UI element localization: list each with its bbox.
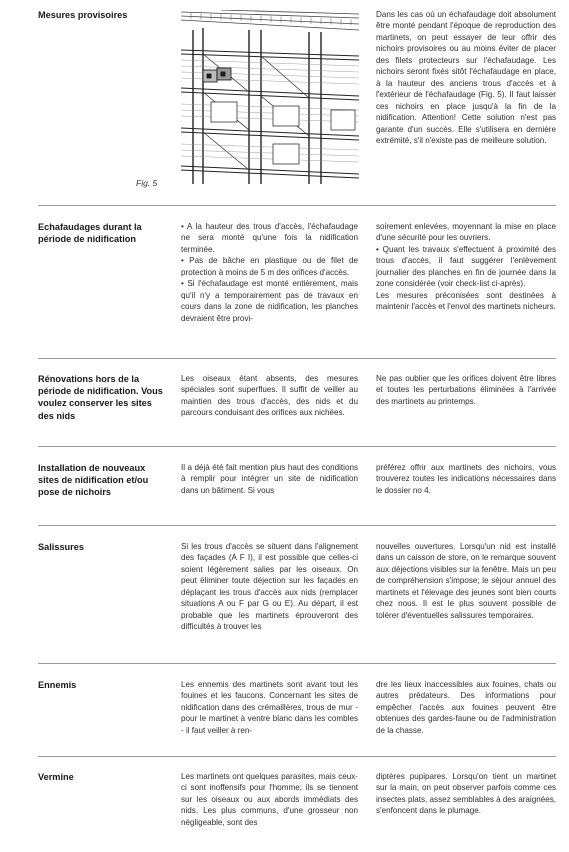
- section-heading-installation: Installation de nouveaux sites de nidification et/ou pose de nichoirs: [38, 463, 149, 498]
- echafaudages-col2: [376, 221, 556, 313]
- vermine-col1: Les martinets ont quelques parasites, mais ceux-ci sont inoffensifs pour l'homme; ils se tiennent sur les oiseaux ou aux abords immédiats des nids. Les plus communs, d'une grosseur non négligeable, sont des: [181, 772, 358, 827]
- list-item: • Pas de bâche en plastique ou de filet de protection à moins de 5 m des orifices d'accès.: [181, 256, 358, 277]
- section-heading-renovations: Rénovations hors de la période de nidification. Vous voulez conserver les sites des nids: [38, 374, 163, 421]
- section-heading-ennemis: Ennemis: [38, 680, 77, 690]
- section-divider: [38, 205, 556, 206]
- renovations-col1: Les oiseaux étant absents, des mesures spéciales sont superflues. Il suffit de veiller au maintien des trous d'accès, des nids et du parcours conduisant des orifices aux nichées.: [181, 374, 358, 418]
- ennemis-col1: Les ennemis des martinets sont avant tout les fouines et les faucons. Concernant les sites de nidification dans des crémaillères, trous de mur - pour le martinet à ventre blanc dans les combles - il faut veiller à ren-: [181, 680, 358, 735]
- section-divider: [38, 756, 556, 757]
- figure-caption: Fig. 5: [136, 178, 158, 188]
- section-heading-echafaudages: Echafaudages durant la période de nidification: [38, 222, 142, 245]
- mesures-provisoires-text: Dans les cas où un échafaudage doit absolument être monté pendant l'époque de reproduction des martinets, on peut essayer de leur offrir des nichoirs provisoires ou au moins éviter de placer des filets protecteurs sur l'échafaudage. Les nichoirs seront fixés sitôt l'échafaudage en place, à la hauteur des anciens trous d'accès et à l'extérieur de l'échafaudage (Fig. 5). Il faut laisser ces nichoirs en place jusqu'à la fin de la nidification. Attention! Cette solution n'est pas garante d'un succès. Elle s'utilisera en dernière extrémité, s'il n'existe pas de meilleure solution.: [376, 10, 556, 145]
- section-heading-mesures-provisoires: Mesures provisoires: [38, 10, 128, 20]
- renovations-col2: Ne pas oublier que les orifices doivent être libres et toutes les perturbations éliminées à l'arrivée des martinets au printemps.: [376, 374, 556, 406]
- section-divider: [38, 358, 556, 359]
- section-divider: [38, 663, 556, 664]
- installation-col1: Il a déjà été fait mention plus haut des conditions à remplir pour intégrer un site de nidification dans un bâtiment. Si vous: [181, 463, 358, 495]
- vermine-col2: diptères pupipares. Lorsqu'on tient un martinet sur la main, on peut observer parfois comme ces insectes plats, assez semblables à des araignées, s'enfoncent dans le plumage.: [376, 772, 556, 816]
- scaffolding-illustration: [181, 10, 359, 184]
- salissures-col2: nouvelles ouvertures. Lorsqu'un nid est installé dans un caisson de store, on le remarque souvent aux déjections visibles sur la fenêtre. Mais un peu de compréhension s'impose; le séjour annuel des martinets et l'élevage des jeunes sont bien courts chez nous. Il est le plus souvent possible de tolérer d'éventuelles salissures temporaires.: [376, 542, 556, 620]
- section-divider: [38, 525, 556, 526]
- section-divider: [38, 446, 556, 447]
- list-item: • Quant les travaux s'effectuent à proximité des trous d'accès, il faut suggérer l'enlèvement journalier des planches en fin de journée dans la zone considérée (voir check-list ci-après).: [376, 244, 556, 289]
- list-item: • Si l'échafaudage est monté entièrement, mais qu'il n'y a temporairement pas de travaux en cours dans la zone de nidification, les planches devraient être provi-: [181, 279, 358, 323]
- list-item: • A la hauteur des trous d'accès, l'échafaudage ne sera monté qu'une fois la nidification terminée.: [181, 222, 358, 254]
- echafaudages-col1: [181, 221, 358, 324]
- section-heading-salissures: Salissures: [38, 542, 84, 552]
- list-item: soirement enlevées, moyennant la mise en place d'une sécurité pour les ouvriers.: [376, 222, 556, 243]
- section-heading-vermine: Vermine: [38, 772, 74, 782]
- installation-col2: préférez offrir aux martinets des nichoirs, vous trouverez toutes les indications nécessaires dans le dossier no 4.: [376, 463, 556, 495]
- ennemis-col2: dre les lieux inaccessibles aux fouines, chats ou autres prédateurs. Des informations pour empêcher l'accès aux fouines peuvent être obtenues des gardes-faune ou de l'administration de la chasse.: [376, 680, 556, 735]
- salissures-col1: Si les trous d'accès se situent dans l'alignement des façades (A F I), il est possible que celles-ci soient légèrement salies par les oiseaux. On peut éliminer toute déjection sur les façades en déplaçant les trous d'accès aux nids (remplacer situations A ou F par G ou E). Au départ, il est probable que les martinets éprouveront des difficultés à trouver les: [181, 542, 358, 632]
- list-item: Les mesures préconisées sont destinées à maintenir l'accès et l'envol des martinets nicheurs.: [376, 290, 556, 312]
